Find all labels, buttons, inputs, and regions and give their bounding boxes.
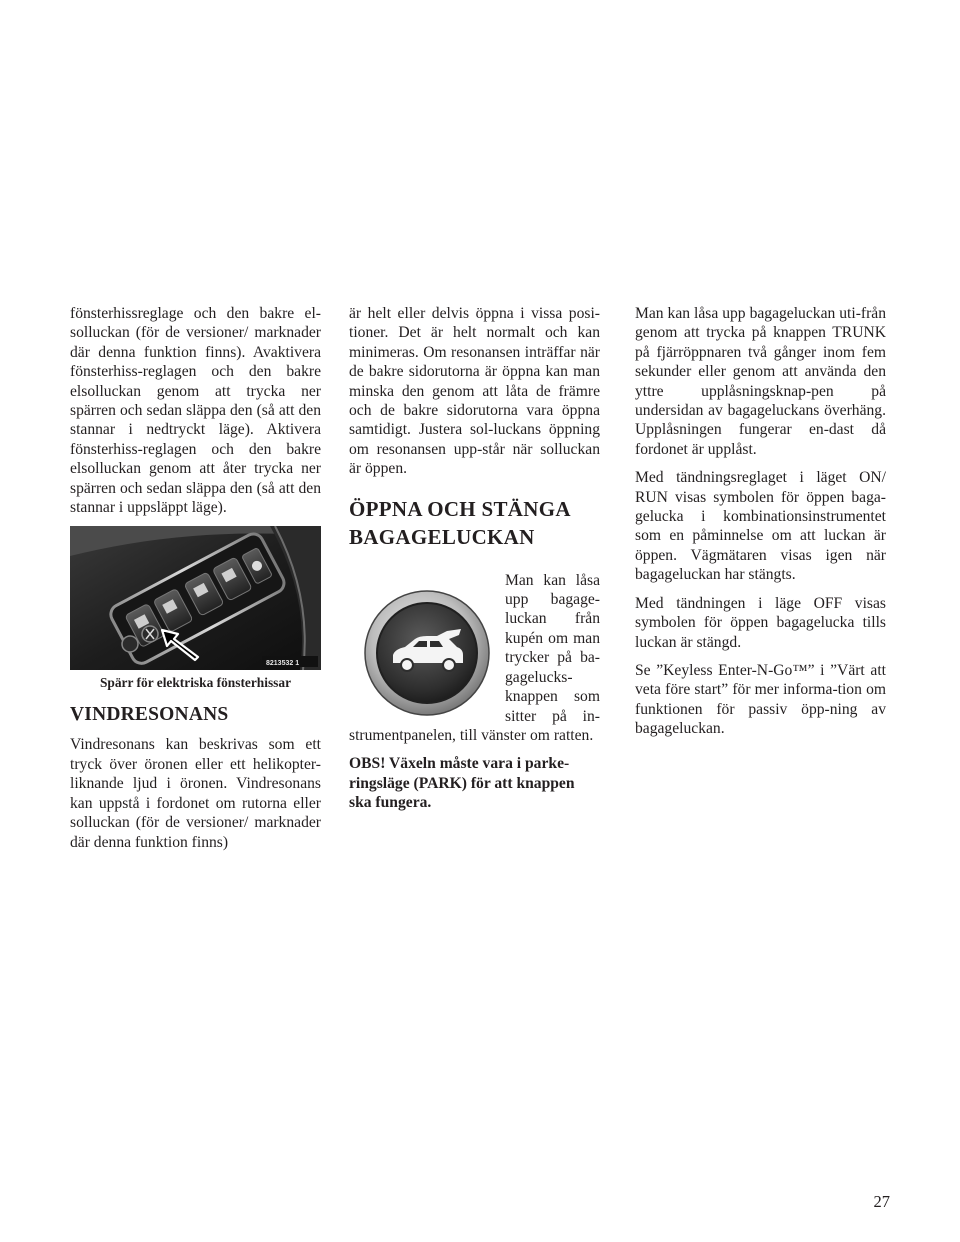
heading-trunk-line2: BAGAGELUCKAN (349, 524, 535, 549)
figure-window-lockout (70, 526, 321, 691)
paragraph-resonance-continued: är helt eller delvis öppna i vissa posi-tioner. Det är helt normalt och kan minimeras. Om resonansen inträffar när de bakre sidorutorna är öppna kan man minska den genom att låta de främre och de bakre sidorutorna vara öppna samtidigt. Justera sol-luckans öppning om resonansen upp-står när solluckan är öppen. (349, 305, 600, 478)
note-park: OBS! Växeln måste vara i parke-ringsläge (PARK) för att knappen ska fungera. (349, 755, 575, 812)
heading-trunk (349, 495, 600, 551)
page-number: 27 (873, 1192, 890, 1211)
window-switch-panel-photo (70, 526, 321, 670)
column-right (635, 304, 886, 748)
paragraph-trunk-remote: Man kan låsa upp bagageluckan uti-från genom att trycka på knappen TRUNK på fjärröppnaren två gånger inom fem sekunder eller genom att använda den yttre upplåsningsknap-pen på undersidan av bagageluckans överhäng. Upplåsningen fungerar en-dast då fordonet är upplåst. (635, 305, 886, 458)
paragraph-wind-resonance: Vindresonans kan beskrivas som ett tryck över öronen eller ett helikopter-liknande ljud i öronen. Vindresonans kan uppstå i fordonet om rutorna eller solluckan (för de versioner/ marknader där denna funktion finns) (70, 736, 321, 851)
column-left (70, 304, 321, 861)
paragraph-trunk-symbol-on: Med tändningsreglaget i läget ON/ RUN visas symbolen för öppen baga-gelucka i kombinationsinstrumentet som en påminnelse om att luckan är öppen. Vägmätaren visas igen när bagageluckan har stängts. (635, 469, 886, 584)
figure-caption: Spärr för elektriska fönsterhissar (99, 675, 292, 691)
figure-id-label: 8213532 1 (266, 660, 300, 668)
paragraph-keyless-reference: Se ”Keyless Enter-N-Go™” i ”Värt att veta före start” för mer informa-tion om funktionen för passiv öpp-ning av bagageluckan. (635, 661, 886, 738)
paragraph-trunk-symbol-off: Med tändningen i läge OFF visas symbolen för öppen bagagelucka tills luckan är stängd. (635, 594, 886, 651)
paragraph-window-lockout: fönsterhissreglage och den bakre el-solluckan (för de versioner/ marknader där denna funktion finns). Avaktivera fönsterhiss-reglagen och den bakre elsolluckan genom att trycka ner spärren och sedan släppa den (så att den stannar i nedtryckt läge). Aktivera fönsterhiss-reglagen och den bakre elsolluckan genom att åter trycka ner spärren och sedan släppa den (så att den stannar i uppsläppt läge). (70, 305, 321, 517)
column-middle (349, 304, 600, 822)
heading-trunk-line1: ÖPPNA OCH STÄNGA (349, 496, 571, 521)
trunk-release-block (349, 571, 600, 755)
trunk-open-icon (363, 589, 491, 717)
paragraph-trunk-inside: Man kan låsa upp bagage-luckan från kupén om man trycker på ba-gagelucks-knappen som sitter på in-strumentpanelen, till vänster om ratten. (349, 571, 600, 744)
heading-wind-resonance: VINDRESONANS (70, 704, 229, 726)
